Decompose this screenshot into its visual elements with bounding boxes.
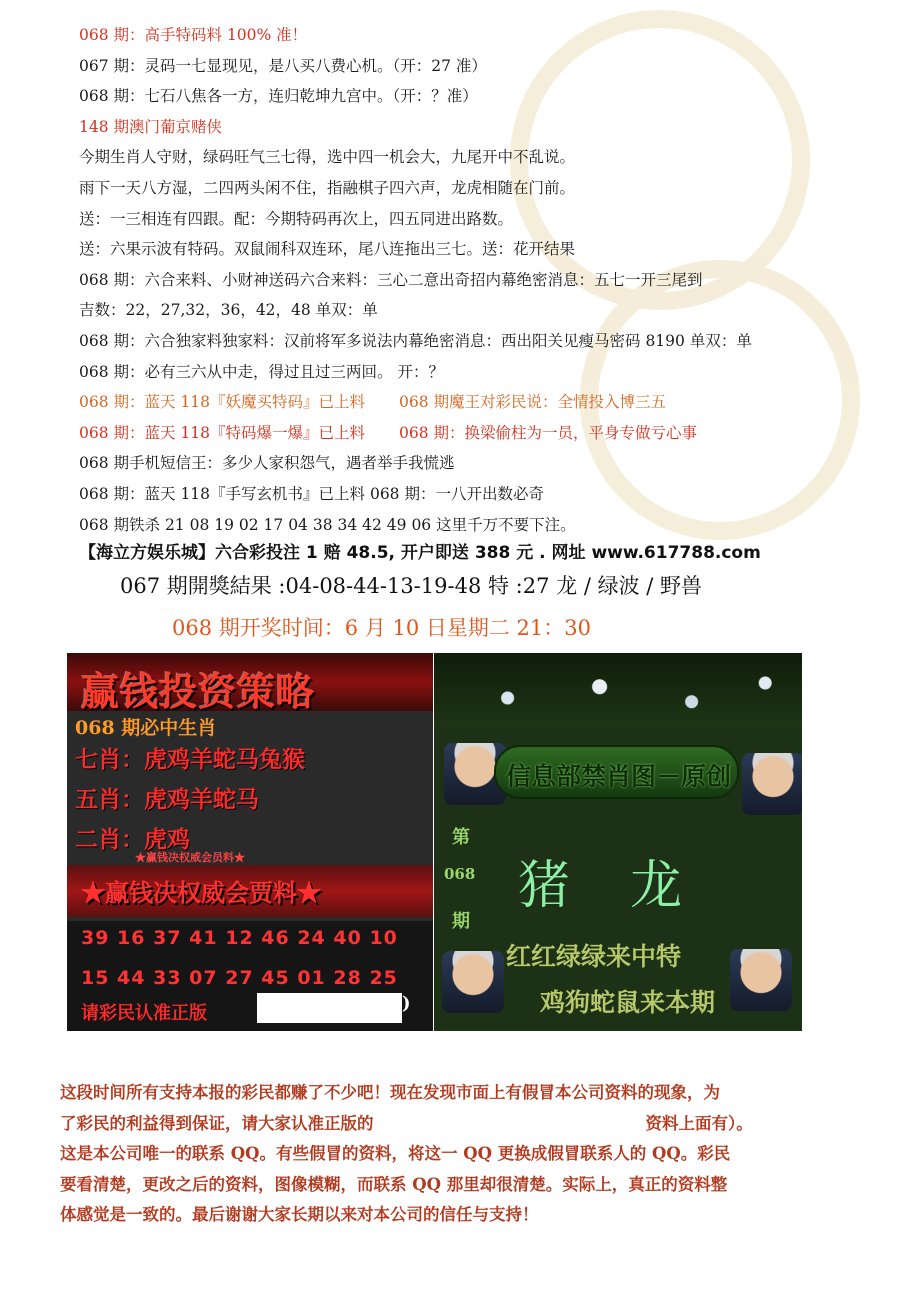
pair-left: 068 期：蓝天 118『特码爆一爆』已上料 [79, 423, 366, 442]
panel-header: 赢钱投资策略 [81, 669, 316, 714]
text-line: 今期生肖人守财，绿码旺气三七得，选中四一机会大，九尾开中不乱说。 [79, 148, 576, 167]
text-line: 068 期铁杀 21 08 19 02 17 04 38 34 42 49 06 这里千万不要下注。 [79, 515, 576, 534]
zodiac-row-2: 二肖：虎鸡 [75, 826, 190, 853]
tiny-caption: ★赢钱决权威会员料★ [135, 851, 245, 864]
hint-line-2: 鸡狗蛇鼠来本期 [540, 988, 716, 1017]
panel-title: 信息部禁肖图－原创 [506, 762, 732, 791]
number-row-1: 39 16 37 41 12 46 24 40 10 [81, 927, 398, 949]
text-line-pair [79, 387, 879, 418]
pair-right: 068 期：换梁偷柱为一员，平身专做亏心事 [399, 423, 698, 442]
zodiac-row-7: 七肖：虎鸡羊蛇马兔猴 [75, 746, 305, 773]
text-line: 068 期：七石八焦各一方，连归乾坤九宫中。（开：？准） [79, 87, 478, 106]
notice-text: 了彩民的利益得到保证，请大家认准正版的 [60, 1113, 374, 1133]
notice-line: 这是本公司唯一的联系 QQ。有些假冒的资料，将这一 QQ 更换成假冒联系人的 QQ。彩民 [60, 1144, 731, 1163]
text-line: 吉数：22，27,32，36，42，48 单双：单 [79, 301, 378, 320]
ad-banner: 【海立方娱乐城】六合彩投注 1 赔 48.5, 开户即送 388 元 . 网址 www.617788.com [79, 543, 761, 563]
issue-number: 068 [444, 865, 476, 883]
banner-strip: ★赢钱决权威会贾料★ [81, 878, 321, 907]
issue-label: 第 [452, 827, 470, 848]
text-line: 067 期：灵码一七显现见，是八买八费心机。（开：27 准） [79, 56, 487, 75]
text-line: 送：一三相连有四跟。配：今期特码再次上，四五同进出路数。 [79, 209, 514, 228]
panel-subtitle: 068 期必中生肖 [75, 717, 217, 739]
pair-left: 068 期：蓝天 118『妖魔买特码』已上料 [79, 393, 366, 412]
notice-line: 体感觉是一致的。最后谢谢大家长期以来对本公司的信任与支持！ [60, 1205, 539, 1224]
notice-line [60, 1109, 850, 1140]
article-lines [79, 20, 879, 540]
text-line: 068 期：六合来料、小财神送码六合来料：三心二意出奇招内幕绝密消息：五七一开三尾到 [79, 270, 703, 289]
closing-paren: ) [402, 993, 411, 1014]
text-line: 068 期：六合独家料独家料：汉前将军多说法内幕绝密消息：西出阳关见瘦马密码 8190 单双：单 [79, 331, 752, 350]
text-line: 送：六果示波有特码。双鼠闹科双连环，尾八连拖出三七。送：花开结果 [79, 240, 576, 259]
panel-footer: 请彩民认准正版 [81, 1003, 207, 1024]
redaction-box [257, 993, 402, 1023]
flower-banner [434, 653, 802, 728]
redaction-box [374, 1111, 646, 1129]
text-line: 148 期澳门葡京赌侠 [79, 117, 223, 136]
notice-text: 资料上面有）。 [645, 1113, 753, 1133]
text-line: 068 期：必有三六从中走，得过且过三两回。 开：？ [79, 362, 444, 381]
number-row-2: 15 44 33 07 27 45 01 28 25 [81, 967, 398, 989]
strategy-panel [67, 653, 433, 1031]
forbidden-zodiac-panel [434, 653, 802, 1031]
draw-time: 068 期开奖时间：6 月 10 日星期二 21：30 [172, 616, 591, 640]
portrait-photo [730, 949, 792, 1011]
text-line: 雨下一天八方湿，二四两头闲不住，指融棋子四六声，龙虎相随在门前。 [79, 178, 576, 197]
text-line: 068 期手机短信王：多少人家积怨气，遇者举手我慌逃 [79, 454, 455, 473]
issue-label: 期 [452, 911, 470, 932]
text-line: 068 期：蓝天 118『手写玄机书』已上料 068 期：一八开出数必奇 [79, 484, 544, 503]
text-line-pair [79, 418, 879, 449]
notice-line: 要看清楚，更改之后的资料，图像模糊，而联系 QQ 那里却很清楚。实际上，真正的资料整 [60, 1174, 728, 1194]
draw-result: 067 期開獎結果 :04-08-44-13-19-48 特 :27 龙 / 绿波 / 野兽 [120, 574, 702, 598]
text-line: 068 期：高手特码料 100% 准！ [79, 26, 308, 44]
pair-right: 068 期魔王对彩民说：全情投入博三五 [399, 393, 667, 412]
portrait-photo [742, 753, 802, 815]
zodiac-row-5: 五肖：虎鸡羊蛇马 [75, 786, 259, 813]
notice-line: 这段时间所有支持本报的彩民都赚了不少吧！现在发现市面上有假冒本公司资料的现象，为 [60, 1083, 720, 1102]
notice-paragraph [60, 1078, 850, 1231]
hint-line-1: 红红绿绿来中特 [506, 942, 682, 971]
zodiac-pick: 猪龙 [518, 856, 743, 916]
portrait-photo [442, 951, 504, 1013]
